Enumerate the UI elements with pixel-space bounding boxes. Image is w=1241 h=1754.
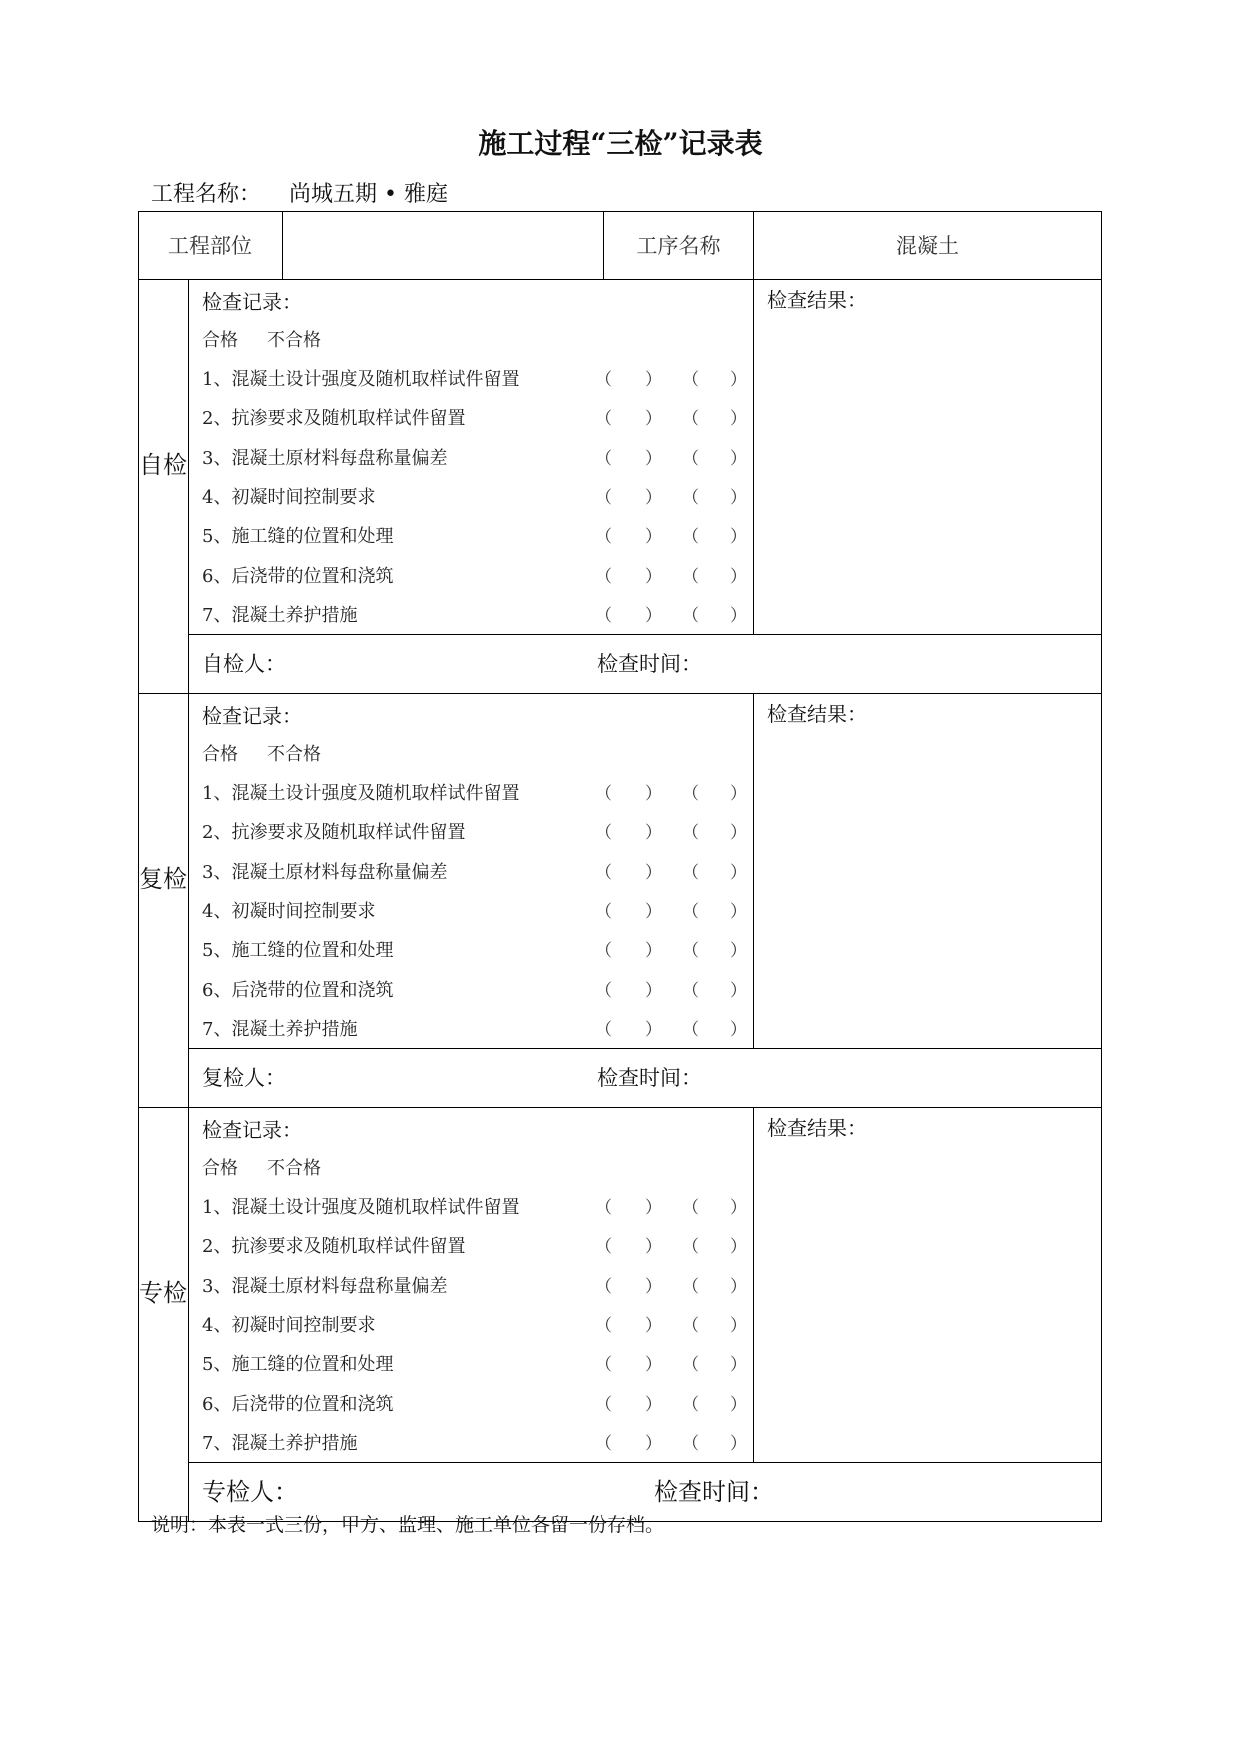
re-inspection-result-divider: [753, 693, 754, 1048]
close-paren-mark: ）: [730, 1394, 747, 1415]
checklist-item: 5、施工缝的位置和处理: [202, 1354, 394, 1376]
open-paren-mark: （: [682, 1315, 699, 1336]
checklist-item: 1、混凝土设计强度及随机取样试件留置: [202, 1197, 520, 1218]
checklist-item: 4、初凝时间控制要求: [202, 486, 376, 508]
open-paren-mark: （: [595, 823, 612, 844]
close-paren-mark: ）: [730, 409, 747, 430]
close-paren-mark: ）: [645, 1019, 662, 1040]
open-paren-mark: （: [595, 1433, 612, 1454]
re-inspection-inspector-label: 复检人：: [202, 1066, 286, 1090]
close-paren-mark: ）: [730, 901, 747, 922]
close-paren-mark: ）: [645, 448, 662, 469]
open-paren-mark: （: [682, 605, 699, 626]
close-paren-mark: ）: [730, 1355, 747, 1376]
open-paren-mark: （: [595, 370, 612, 390]
close-paren-mark: ）: [730, 605, 747, 626]
close-paren-mark: ）: [730, 823, 747, 844]
special-inspection-signature-divider: [188, 1462, 1102, 1463]
self-inspection-signature-divider: [188, 634, 1102, 635]
close-paren-mark: ）: [730, 1433, 747, 1454]
close-paren-mark: ）: [645, 605, 662, 626]
open-paren-mark: （: [682, 448, 699, 469]
close-paren-mark: ）: [645, 901, 662, 922]
checklist-item: 5、施工缝的位置和处理: [202, 940, 394, 962]
note-text: 说明：本表一式三份，甲方、监理、施工单位各留一份存档。: [151, 1514, 665, 1536]
self-inspection-result-label: 检查结果：: [767, 288, 867, 312]
close-paren-mark: ）: [730, 487, 747, 508]
special-inspection-label: 专检: [139, 1279, 187, 1307]
open-paren-mark: （: [682, 901, 699, 922]
project-name-label: 工程名称：: [151, 182, 262, 207]
close-paren-mark: ）: [730, 1198, 747, 1218]
re-inspection-fail-label: 不合格: [267, 744, 321, 765]
checklist-item: 3、混凝土原材料每盘称量偏差: [202, 861, 448, 883]
close-paren-mark: ）: [645, 1237, 662, 1258]
close-paren-mark: ）: [645, 487, 662, 508]
self-inspection-inspector-label: 自检人：: [202, 652, 286, 676]
open-paren-mark: （: [595, 605, 612, 626]
open-paren-mark: （: [595, 941, 612, 962]
close-paren-mark: ）: [645, 784, 662, 804]
open-paren-mark: （: [595, 784, 612, 804]
checklist-item: 7、混凝土养护措施: [202, 604, 358, 626]
checklist-item: 6、后浇带的位置和浇筑: [202, 1393, 394, 1415]
close-paren-mark: ）: [645, 1433, 662, 1454]
open-paren-mark: （: [595, 566, 612, 587]
close-paren-mark: ）: [730, 448, 747, 469]
open-paren-mark: （: [682, 1433, 699, 1454]
project-name-value: 尚城五期 • 雅庭: [289, 182, 448, 207]
open-paren-mark: （: [595, 1394, 612, 1415]
open-paren-mark: （: [595, 901, 612, 922]
open-paren-mark: （: [682, 1355, 699, 1376]
close-paren-mark: ）: [645, 370, 662, 390]
open-paren-mark: （: [682, 823, 699, 844]
checklist-item: 3、混凝土原材料每盘称量偏差: [202, 447, 448, 469]
open-paren-mark: （: [682, 566, 699, 587]
checklist-item: 5、施工缝的位置和处理: [202, 526, 394, 548]
checklist-item: 1、混凝土设计强度及随机取样试件留置: [202, 369, 520, 390]
close-paren-mark: ）: [645, 409, 662, 430]
re-inspection-section-divider: [138, 693, 1102, 694]
open-paren-mark: （: [682, 527, 699, 548]
self-inspection-label: 自检: [139, 451, 187, 479]
special-inspection-section-divider: [138, 1107, 1102, 1108]
self-inspection-record-label: 检查记录：: [202, 290, 302, 314]
self-inspection-result-divider: [753, 279, 754, 634]
location-label: 工程部位: [168, 234, 252, 258]
re-inspection-label-divider: [188, 693, 189, 1107]
location-value: [283, 211, 603, 279]
special-inspection-time-label: 检查时间：: [654, 1478, 774, 1506]
close-paren-mark: ）: [730, 566, 747, 587]
re-inspection-signature-divider: [188, 1048, 1102, 1049]
open-paren-mark: （: [595, 448, 612, 469]
re-inspection-time-label: 检查时间：: [597, 1066, 702, 1090]
close-paren-mark: ）: [730, 1315, 747, 1336]
checklist-item: 7、混凝土养护措施: [202, 1018, 358, 1040]
re-inspection-label: 复检: [139, 865, 187, 893]
open-paren-mark: （: [682, 1237, 699, 1258]
close-paren-mark: ）: [645, 941, 662, 962]
close-paren-mark: ）: [730, 784, 747, 804]
self-inspection-fail-label: 不合格: [267, 330, 321, 351]
close-paren-mark: ）: [645, 1355, 662, 1376]
open-paren-mark: （: [682, 1198, 699, 1218]
checklist-item: 6、后浇带的位置和浇筑: [202, 565, 394, 587]
re-inspection-result-label: 检查结果：: [767, 702, 867, 726]
close-paren-mark: ）: [730, 941, 747, 962]
close-paren-mark: ）: [645, 1394, 662, 1415]
open-paren-mark: （: [595, 1355, 612, 1376]
special-inspection-label-divider: [188, 1107, 189, 1521]
open-paren-mark: （: [595, 1019, 612, 1040]
open-paren-mark: （: [682, 370, 699, 390]
checklist-item: 4、初凝时间控制要求: [202, 1314, 376, 1336]
close-paren-mark: ）: [730, 1237, 747, 1258]
table-border-right: [1101, 211, 1102, 1522]
open-paren-mark: （: [682, 784, 699, 804]
open-paren-mark: （: [682, 980, 699, 1001]
close-paren-mark: ）: [645, 1276, 662, 1297]
close-paren-mark: ）: [645, 980, 662, 1001]
close-paren-mark: ）: [730, 862, 747, 883]
checklist-item: 3、混凝土原材料每盘称量偏差: [202, 1275, 448, 1297]
re-inspection-record-label: 检查记录：: [202, 704, 302, 728]
checklist-item: 2、抗渗要求及随机取样试件留置: [202, 1236, 466, 1258]
close-paren-mark: ）: [645, 527, 662, 548]
open-paren-mark: （: [682, 409, 699, 430]
open-paren-mark: （: [595, 527, 612, 548]
checklist-item: 6、后浇带的位置和浇筑: [202, 979, 394, 1001]
open-paren-mark: （: [595, 1198, 612, 1218]
open-paren-mark: （: [595, 409, 612, 430]
open-paren-mark: （: [682, 1276, 699, 1297]
self-inspection-time-label: 检查时间：: [597, 652, 702, 676]
special-inspection-inspector-label: 专检人：: [202, 1478, 298, 1506]
close-paren-mark: ）: [645, 823, 662, 844]
close-paren-mark: ）: [730, 1276, 747, 1297]
project-name-row: [151, 180, 448, 210]
header-row-divider: [138, 279, 1102, 280]
self-inspection-pass-label: 合格: [202, 330, 238, 351]
special-inspection-fail-label: 不合格: [267, 1158, 321, 1179]
process-value: 混凝土: [896, 234, 959, 258]
open-paren-mark: （: [682, 1019, 699, 1040]
close-paren-mark: ）: [730, 370, 747, 390]
checklist-item: 2、抗渗要求及随机取样试件留置: [202, 822, 466, 844]
checklist-item: 4、初凝时间控制要求: [202, 900, 376, 922]
open-paren-mark: （: [682, 862, 699, 883]
open-paren-mark: （: [682, 1394, 699, 1415]
special-inspection-result-divider: [753, 1107, 754, 1462]
close-paren-mark: ）: [645, 1198, 662, 1218]
self-inspection-label-divider: [188, 279, 189, 693]
open-paren-mark: （: [595, 862, 612, 883]
open-paren-mark: （: [595, 980, 612, 1001]
special-inspection-result-label: 检查结果：: [767, 1116, 867, 1140]
open-paren-mark: （: [682, 487, 699, 508]
close-paren-mark: ）: [645, 1315, 662, 1336]
special-inspection-record-label: 检查记录：: [202, 1118, 302, 1142]
close-paren-mark: ）: [645, 862, 662, 883]
close-paren-mark: ）: [730, 980, 747, 1001]
document-title: 施工过程“三检”记录表: [478, 127, 763, 160]
close-paren-mark: ）: [730, 1019, 747, 1040]
checklist-item: 7、混凝土养护措施: [202, 1432, 358, 1454]
open-paren-mark: （: [595, 1237, 612, 1258]
checklist-item: 2、抗渗要求及随机取样试件留置: [202, 408, 466, 430]
open-paren-mark: （: [682, 941, 699, 962]
open-paren-mark: （: [595, 487, 612, 508]
close-paren-mark: ）: [730, 527, 747, 548]
checklist-item: 1、混凝土设计强度及随机取样试件留置: [202, 783, 520, 804]
process-label: 工序名称: [636, 234, 721, 258]
open-paren-mark: （: [595, 1315, 612, 1336]
special-inspection-pass-label: 合格: [202, 1158, 238, 1179]
re-inspection-pass-label: 合格: [202, 744, 238, 765]
close-paren-mark: ）: [645, 566, 662, 587]
open-paren-mark: （: [595, 1276, 612, 1297]
